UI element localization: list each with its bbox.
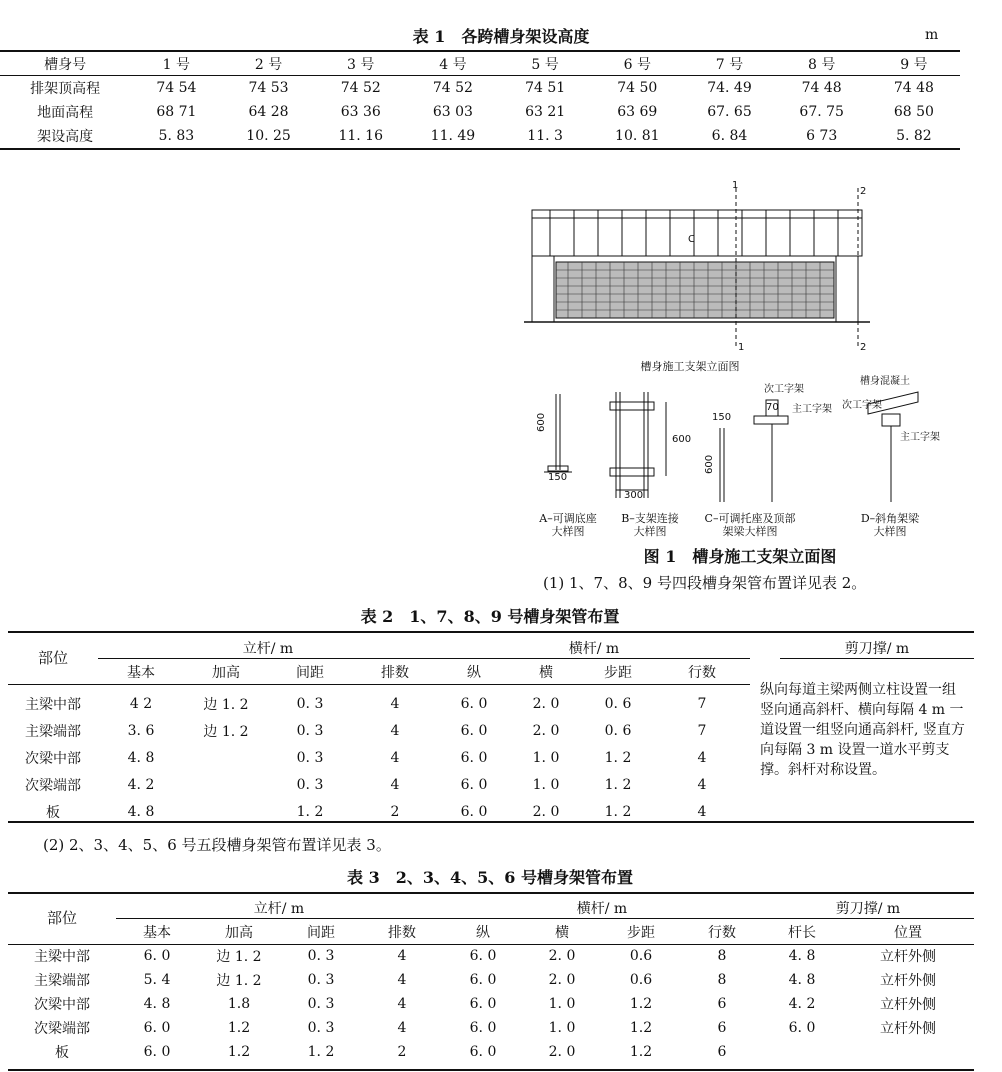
table-cell: 11. 49 [430,128,476,144]
table-cell: 主梁中部 [25,696,81,713]
table-cell [842,1040,974,1064]
table-header-cell: 基本 [143,925,171,941]
table-cell: 1.2 [629,1020,653,1036]
table3-group-scissor-brace: 剪刀撑/ m [835,901,901,917]
table2-group-horizontal-bar: 横杆/ m [568,641,620,657]
table-cell: 2 [390,803,400,820]
table-cell: 4. 8 [127,749,155,766]
table-header-cell: 行数 [688,665,716,681]
table3 [8,920,974,1064]
callout-c-main: 主工字架 [792,404,832,415]
table-cell: 63 36 [340,104,381,120]
table-cell: 6. 0 [460,776,488,793]
callout-d-main: 主工字架 [900,432,940,443]
paragraph-2: (2) 2、3、4、5、6 号五段槽身架管布置详见表 3。 [43,836,391,854]
table-row [8,992,974,1016]
table-header-cell: 7 号 [715,57,744,73]
detail-a [544,394,572,472]
table-cell: 74 53 [248,80,289,96]
table-cell: 7 [697,722,707,739]
detail-c-label: C–可调托座及顶部 架梁大样图 [704,512,796,538]
table-row [8,771,750,798]
table-cell: 74. 49 [707,80,752,96]
table1-header-row [0,52,960,76]
table-cell: 架设高度 [37,129,94,145]
table-cell: 6 [717,1044,727,1060]
table-cell: 6. 0 [469,972,497,988]
table-cell: 63 03 [432,104,473,120]
table1-bottom-rule [0,148,960,150]
table-row [0,124,960,148]
table-cell: 10. 25 [246,128,291,144]
table-cell: 11. 3 [527,128,563,144]
table-cell: 1.2 [629,996,653,1012]
table-cell: 4 [397,972,407,988]
table-cell: 1. 2 [604,749,632,766]
table-cell: 4 [390,776,400,793]
table-header-cell: 步距 [604,665,632,681]
table-cell: 边 1. 2 [203,723,249,740]
table-cell: 6. 84 [711,128,748,144]
table-cell: 74 54 [156,80,197,96]
table-cell: 1.2 [629,1044,653,1060]
table-cell: 6. 0 [143,948,171,964]
callout-d-secondary: 次工字架 [842,400,882,411]
table-cell: 67. 65 [707,104,752,120]
table-cell: 边 1. 2 [203,696,249,713]
table-cell [184,798,268,825]
table-cell: 6. 0 [469,1044,497,1060]
table-cell: 3. 6 [127,722,155,739]
table-cell: 2. 0 [548,1044,576,1060]
table3-top-rule [8,892,974,894]
table-header-cell: 2 号 [254,57,283,73]
table-header-cell: 3 号 [347,57,375,73]
section-mark-2-top: 2 [860,186,867,197]
table-cell: 6. 0 [469,996,497,1012]
dim-c-top: 70 [766,402,779,413]
table-cell: 0. 3 [296,722,324,739]
table-cell: 74 51 [525,80,566,96]
table-cell: 0. 6 [604,695,632,712]
section-mark-1-bottom: 1 [738,342,745,353]
table-cell: 4. 8 [788,972,816,988]
left-pier [532,256,554,322]
table-cell: 1. 2 [604,776,632,793]
table-cell: 4 [390,722,400,739]
table-header-cell: 槽身号 [44,57,87,73]
dim-c-height: 600 [704,454,715,474]
table-cell: 0. 3 [296,695,324,712]
table-cell: 2. 0 [548,948,576,964]
table-header-cell: 横 [555,925,569,941]
table-cell: 排架顶高程 [30,81,101,97]
table-cell: 1. 0 [548,996,576,1012]
table3-group-vertical-bar: 立杆/ m [253,901,305,917]
table-cell: 67. 75 [799,104,844,120]
table-row [8,944,974,968]
table-cell: 4 2 [129,695,153,712]
table-cell: 4 [697,749,707,766]
table-header-cell: 加高 [225,925,253,941]
table-cell: 地面高程 [37,105,94,121]
table-header-cell: 排数 [381,665,409,681]
table-header-cell: 步距 [627,925,655,941]
table-cell: 2. 0 [532,803,560,820]
table-cell: 6 [717,1020,727,1036]
dim-b-width: 300 [624,490,644,501]
table-cell: 4 [397,948,407,964]
section-mark-2-bottom: 2 [860,342,867,353]
table3-col-part: 部位 [46,909,77,927]
figure1-caption: 图 1 槽身施工支架立面图 [643,547,837,566]
table-cell: 0.6 [629,972,653,988]
table-header-cell: 加高 [212,665,240,681]
table-cell: 1.2 [227,1020,251,1036]
table2 [8,660,750,825]
table-cell: 4. 8 [143,996,171,1012]
detail-a-label: A–可调底座 大样图 [539,512,597,538]
table-cell: 1. 2 [604,803,632,820]
table3-group-horizontal-bar: 横杆/ m [576,901,628,917]
table-header-cell: 纵 [476,925,490,941]
table-cell: 74 52 [340,80,381,96]
right-pier [836,256,858,322]
table-cell: 次梁端部 [25,777,81,794]
table-cell: 主梁中部 [34,949,90,965]
table3-bottom-rule [8,1069,974,1071]
table-cell: 立杆外侧 [880,997,936,1013]
table-cell: 1.8 [227,996,251,1012]
table-cell: 63 21 [525,104,566,120]
table-cell: 6 [717,996,727,1012]
table-cell: 6. 0 [469,948,497,964]
table3-subheader-row [8,920,974,944]
table-cell: 1. 2 [296,803,324,820]
table-cell: 8 [717,972,727,988]
table-cell: 0. 3 [307,996,335,1012]
table-cell: 2 [397,1044,407,1060]
table-cell: 6. 0 [460,695,488,712]
table-cell: 立杆外侧 [880,973,936,989]
table-header-cell: 5 号 [531,57,559,73]
table-cell: 1. 0 [532,776,560,793]
trough-ribs [550,210,838,256]
table-cell: 4 [697,803,707,820]
table-cell: 68 71 [156,104,197,120]
table2-scissor-note: 纵向每道主梁两侧立柱设置一组竖向通高斜杆、横向每隔 4 m 一道设置一组竖向通高斜杆, 竖直方向每隔 3 m 设置一道水平剪支撑。斜杆对称设置。 [760,682,965,778]
table-cell: 板 [46,804,60,821]
table-cell: 4 [397,1020,407,1036]
table3-group-rule [116,918,974,919]
table-cell: 次梁中部 [25,750,81,767]
table2-subheader-row [8,660,750,684]
table2-group-scissor-brace: 剪刀撑/ m [844,641,910,657]
mark-c: C [688,234,695,245]
table-cell: 4 [697,776,707,793]
table-header-cell: 横 [539,665,553,681]
table2-group-rule [98,658,750,659]
table-row [8,1016,974,1040]
table-cell: 6. 0 [143,1044,171,1060]
table-cell: 边 1. 2 [216,973,262,989]
dim-a-height: 600 [536,412,547,432]
table-cell: 板 [55,1045,69,1061]
table-cell: 0. 3 [296,749,324,766]
table-cell: 6. 0 [788,1020,816,1036]
table2-group-rule-right [780,658,974,659]
table-cell: 74 52 [432,80,473,96]
table-row [0,100,960,124]
table2-caption: 表 2 1、7、8、9 号槽身架管布置 [360,607,620,626]
table-cell [184,744,268,771]
table-cell: 0. 3 [296,776,324,793]
table-cell: 主梁端部 [25,723,81,740]
table-cell: 0. 3 [307,972,335,988]
table-header-cell: 间距 [296,665,324,681]
table-row [8,968,974,992]
table-cell: 64 28 [248,104,289,120]
table-cell [762,1040,842,1064]
table-cell: 10. 81 [615,128,660,144]
elevation-title: 槽身施工支架立面图 [640,360,740,373]
table-cell: 主梁端部 [34,973,90,989]
table-header-cell: 1 号 [162,57,191,73]
table-cell [184,771,268,798]
table-cell: 0.6 [629,948,653,964]
table-header-cell: 4 号 [439,57,467,73]
table-header-cell: 杆长 [788,925,816,941]
table-row [8,1040,974,1064]
section-mark-1-top: 1 [732,180,739,191]
table-cell: 68 50 [893,104,934,120]
table-cell: 4. 8 [788,948,816,964]
table-cell: 5. 82 [896,128,932,144]
table-cell: 1.2 [227,1044,251,1060]
detail-d-label: D–斜角架梁 大样图 [860,512,920,538]
table-cell: 4 [397,996,407,1012]
table3-caption: 表 3 2、3、4、5、6 号槽身架管布置 [347,868,633,887]
table-row [8,744,750,771]
table-cell: 4. 2 [127,776,155,793]
table-cell: 2. 0 [548,972,576,988]
table-cell: 74 48 [801,80,842,96]
dim-b-height: 600 [672,434,692,445]
table-header-cell: 基本 [127,665,155,681]
table-cell: 74 50 [617,80,658,96]
table-cell: 0. 3 [307,1020,335,1036]
table-header-cell: 6 号 [623,57,651,73]
table-header-cell: 排数 [388,925,416,941]
table1 [0,52,960,148]
table-cell: 11. 16 [338,128,383,144]
table-cell: 6 73 [806,128,838,144]
table-row [8,690,750,717]
table-cell: 0. 6 [604,722,632,739]
table-cell: 6. 0 [143,1020,171,1036]
table-cell: 1. 2 [307,1044,335,1060]
table-cell: 4. 8 [127,803,155,820]
dim-c-width: 150 [712,412,732,423]
table-header-cell: 8 号 [807,57,836,73]
table-cell: 7 [697,695,707,712]
table-header-cell: 间距 [307,925,335,941]
table-cell: 1. 0 [532,749,560,766]
table-cell: 4. 2 [788,996,816,1012]
paragraph-1: (1) 1、7、8、9 号四段槽身架管布置详见表 2。 [543,574,867,592]
table-cell: 2. 0 [532,722,560,739]
detail-b-label: B–支架连接 大样图 [621,512,679,538]
table-header-cell: 9 号 [900,57,928,73]
table-row [8,717,750,744]
table-cell: 0. 3 [307,948,335,964]
table-cell: 1. 0 [548,1020,576,1036]
table-cell: 8 [717,948,727,964]
table-cell: 6. 0 [460,803,488,820]
table1-caption: 表 1 各跨槽身架设高度 [412,27,590,46]
table-cell: 立杆外侧 [880,1021,936,1037]
table-cell: 74 48 [893,80,934,96]
table-cell: 6. 0 [460,749,488,766]
table-cell: 6. 0 [469,1020,497,1036]
table-cell: 5. 4 [143,972,171,988]
callout-c-secondary: 次工字架 [764,384,804,395]
callout-d-concrete: 槽身混凝土 [860,376,910,387]
table-cell: 2. 0 [532,695,560,712]
table-cell: 立杆外侧 [880,949,936,965]
table-cell: 4 [390,749,400,766]
table1-unit: m [925,27,939,43]
table-cell: 6. 0 [460,722,488,739]
table-row [0,76,960,100]
table-cell: 边 1. 2 [216,949,262,965]
dim-a-width: 150 [548,472,568,483]
table-header-cell: 行数 [708,925,736,941]
table-cell: 次梁中部 [34,997,90,1013]
table2-col-part: 部位 [37,649,68,667]
table2-top-rule [8,631,974,633]
table2-group-vertical-bar: 立杆/ m [242,641,294,657]
trough-beam [532,210,862,256]
table-cell: 5. 83 [158,128,195,144]
table-header-cell: 纵 [467,665,481,681]
table-cell: 次梁端部 [34,1021,90,1037]
table-header-cell: 位置 [894,925,922,941]
detail-b [610,392,666,498]
table-cell: 4 [390,695,400,712]
table-cell: 63 69 [617,104,658,120]
table-row [8,798,750,825]
